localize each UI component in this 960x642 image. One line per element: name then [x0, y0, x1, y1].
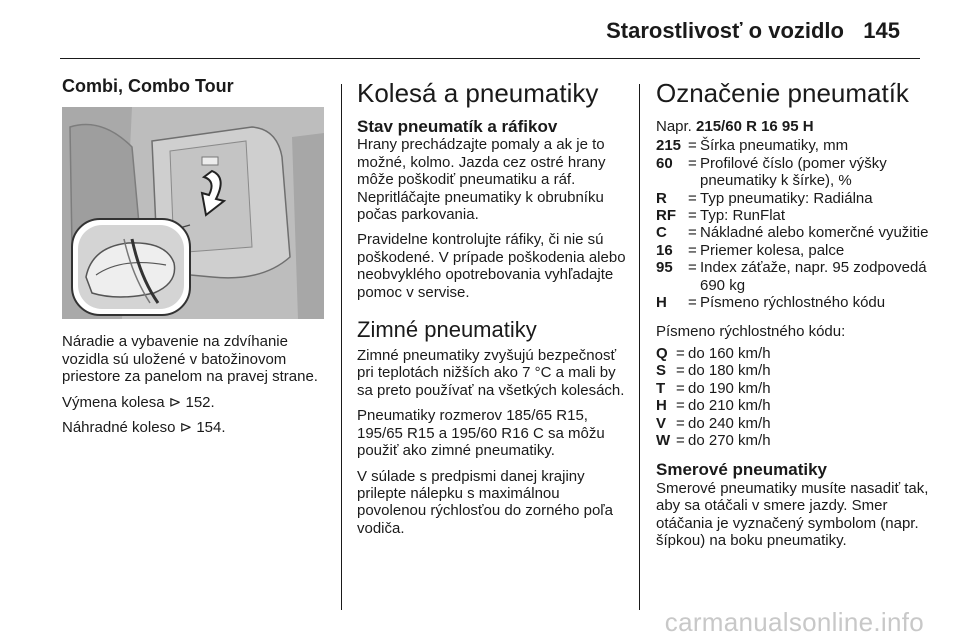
- speed-code-table: [656, 345, 771, 449]
- table-row: Q = do 160 km/h: [656, 344, 771, 362]
- rim-check-paragraph: Pravidelne kontrolujte ráfiky, či nie sú poškodené. V prípade poškodenia alebo neobvyklého opotrebovania vyhľadajte pomoc v servise.: [357, 231, 626, 301]
- spare-wheel-link[interactable]: 154.: [196, 419, 226, 437]
- page-ref-arrow-icon: ⊳: [168, 393, 182, 411]
- page-number: 145: [863, 18, 900, 43]
- tyre-condition-paragraph: Hrany prechádzajte pomaly a ak je to možné, kolmo. Jazda cez ostré hrany môže poškodiť pneumatiku a ráf. Nepritláčajte pneumatiky k obrubníku počas parkovania.: [357, 136, 606, 224]
- tools-paragraph: Náradie a vybavenie na zdvíhanie vozidla sú uložené v batožinovom priestore za panelom na pravej strane.: [62, 333, 318, 386]
- luggage-compartment-illustration: [62, 107, 324, 319]
- winter-tyres-paragraph-1: Zimné pneumatiky zvyšujú bezpečnosť pri teplotách nižších ako 7 °C a mali by sa preto používať na všetkých kolesách.: [357, 347, 625, 399]
- table-row: H = do 210 km/h: [656, 397, 771, 415]
- table-row: 60 = Profilové číslo (pomer výšky pneumatiky k šírke), %: [656, 154, 887, 190]
- table-row: H = Písmeno rýchlostného kódu: [656, 294, 886, 312]
- column-3: [656, 72, 930, 557]
- table-row: V = do 240 km/h: [656, 414, 771, 432]
- wheel-change-ref: Výmena kolesa ⊳ 152.: [62, 393, 215, 411]
- directional-tyres-heading: Smerové pneumatiky: [656, 460, 828, 480]
- table-row: RF = Typ: RunFlat: [656, 207, 786, 225]
- winter-tyres-paragraph-3: V súlade s predpismi danej krajiny prilepte nálepku s maximálnou povolenou rýchlosťou do zorného poľa vodiča.: [357, 467, 614, 537]
- tyre-condition-heading: Stav pneumatík a ráfikov: [357, 117, 558, 136]
- tyre-designation-title: Označenie pneumatík: [656, 78, 909, 108]
- table-row: W = do 270 km/h: [656, 431, 771, 449]
- wheels-tyres-title: Kolesá a pneumatiky: [357, 78, 599, 108]
- page-ref-arrow-icon: ⊳: [179, 419, 193, 437]
- watermark: carmanualsonline.info: [664, 607, 924, 637]
- designation-code: 215/60 R 16 95 H: [696, 118, 814, 135]
- spare-wheel-ref: Náhradné koleso ⊳ 154.: [62, 419, 226, 437]
- table-row: 95 = Index záťaže, napr. 95 zodpovedá 690 kg: [656, 259, 927, 294]
- header-rule: [60, 58, 920, 59]
- designation-example: Napr. 215/60 R 16 95 H: [656, 118, 814, 135]
- column-divider-1: [341, 84, 342, 610]
- table-row: T = do 190 km/h: [656, 379, 771, 397]
- column-1: [62, 72, 324, 444]
- designation-table: [656, 137, 930, 311]
- table-row: R = Typ pneumatiky: Radiálna: [656, 189, 873, 207]
- column-divider-2: [639, 84, 640, 610]
- table-row: 215 = Šírka pneumatiky, mm: [656, 137, 849, 155]
- winter-tyres-title: Zimné pneumatiky: [357, 317, 537, 343]
- combi-heading: Combi, Combo Tour: [62, 76, 234, 96]
- table-row: C = Nákladné alebo komerčné využitie: [656, 224, 929, 242]
- column-2: [357, 72, 627, 545]
- section-title: Starostlivosť o vozidlo: [606, 18, 844, 43]
- winter-tyres-paragraph-2: Pneumatiky rozmerov 185/65 R15, 195/65 R15 a 195/60 R16 C sa môžu použiť ako zimné pneumatiky.: [357, 407, 605, 460]
- wheel-change-link[interactable]: 152.: [185, 393, 215, 411]
- speed-code-intro: Písmeno rýchlostného kódu:: [656, 323, 846, 341]
- page-header: [60, 12, 900, 52]
- directional-tyres-paragraph: Smerové pneumatiky musíte nasadiť tak, aby sa otáčali v smere jazdy. Smer otáčania je vyznačený symbolom (napr. šípkou) na boku pneumatiky.: [656, 479, 929, 549]
- table-row: S = do 180 km/h: [656, 362, 771, 380]
- table-row: 16 = Priemer kolesa, palce: [656, 241, 845, 259]
